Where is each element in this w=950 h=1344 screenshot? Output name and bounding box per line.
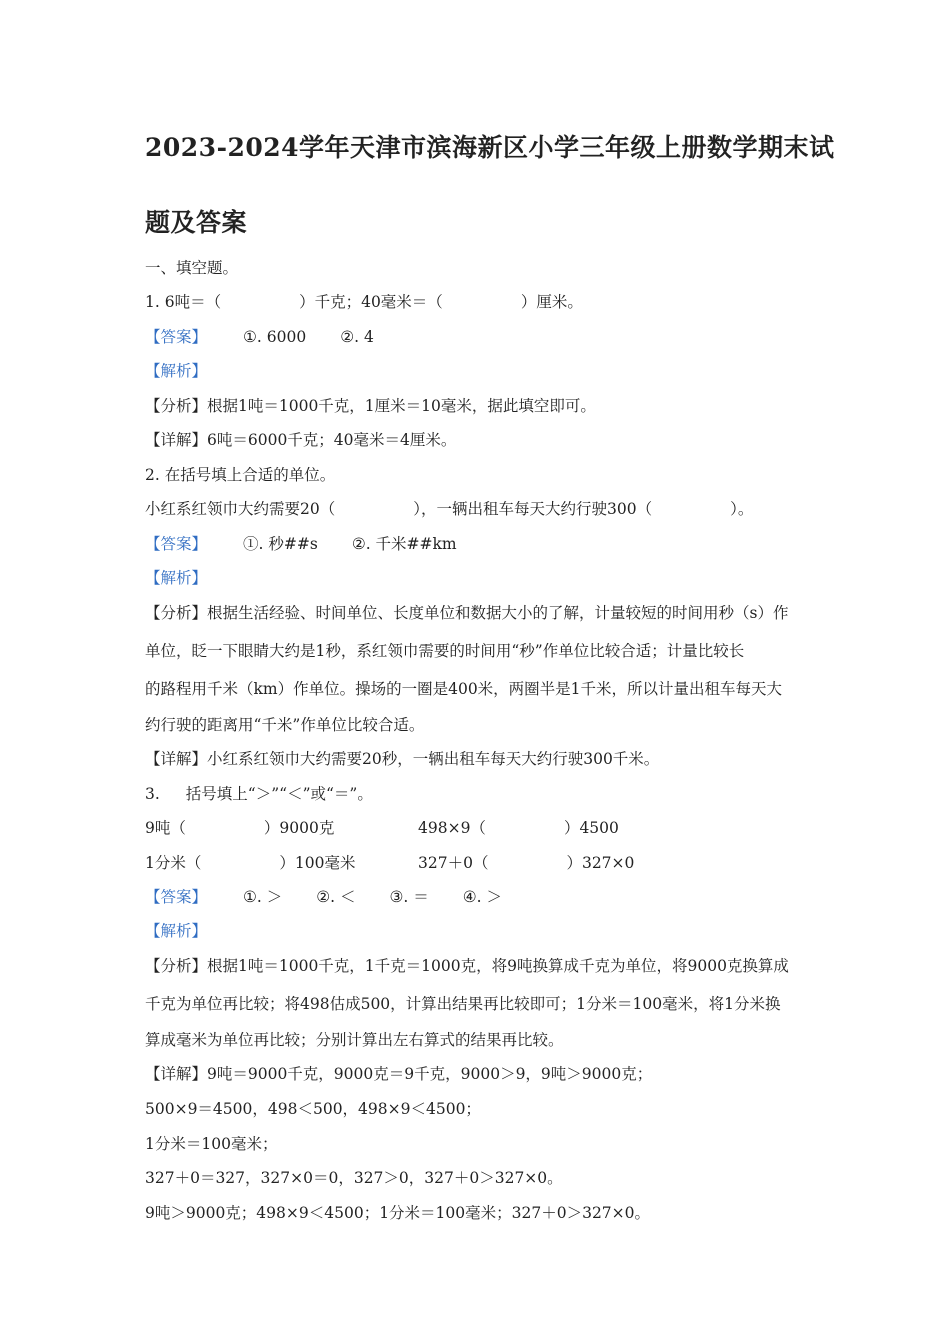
q3-r1b-left: 498×9（ [418,819,486,837]
q3-row1-left [145,818,334,838]
q2-analysis-label: 【解析】 [145,569,208,587]
q3-fenxi-line3: 算成毫米为单位再比较；分别计算出左右算式的结果再比较。 [145,1031,564,1049]
q2-answer [145,534,457,554]
q3-xiangjie-line3: 1分米＝100毫米； [145,1135,278,1153]
answer-label: 【答案】 [145,888,208,906]
q2-fenxi-line4: 约行驶的距离用“千米”作单位比较合适。 [145,716,425,734]
q3-xiangjie-line5: 9吨＞9000克；498×9＜4500；1分米＝100毫米；327＋0＞327×0。 [145,1204,651,1222]
q3-stem [145,784,373,804]
q1-fenxi: 【分析】根据1吨＝1000千克，1厘米＝10毫米，据此填空即可。 [145,397,596,415]
document-title-line2: 题及答案 [145,208,248,237]
q3-r1a-right: ）9000克 [263,819,335,837]
answer-label: 【答案】 [145,328,208,346]
q3-r2a-left: 1分米（ [145,854,202,872]
q3-r2b-right: ）327×0 [566,854,635,872]
q3-stem-text: 括号填上“＞”“＜”或“＝”。 [185,785,373,803]
q1-stem-part-b: ）千克；40毫米＝（ [299,293,443,311]
q3-r1b-right: ）4500 [563,819,619,837]
q3-fenxi-line1: 【分析】根据1吨＝1000千克，1千克＝1000克，将9吨换算成千克为单位，将9000克换算成 [145,957,789,975]
q1-stem [145,292,583,312]
q3-answer-4: ④. ＞ [462,888,503,906]
q2-sub [145,499,753,519]
q1-answer-1: ①. 6000 [243,328,307,346]
answer-label: 【答案】 [145,535,208,553]
q3-answer [145,887,502,907]
q1-answer [145,327,374,347]
q3-row1-right [418,818,619,838]
q1-stem-part-a: 1. 6吨＝（ [145,293,222,311]
q3-xiangjie-line2: 500×9＝4500，498＜500，498×9＜4500； [145,1100,481,1118]
q3-xiangjie-line1: 【详解】9吨＝9000千克，9000克＝9千克，9000＞9，9吨＞9000克； [145,1065,653,1083]
q1-stem-part-c: ）厘米。 [520,293,583,311]
q3-number: 3. [145,785,160,803]
q3-answer-2: ②. ＜ [316,888,356,906]
q3-fenxi-line2: 千克为单位再比较；将498估成500，计算出结果再比较即可；1分米＝100毫米，将1分米换 [145,995,781,1013]
q1-xiangjie: 【详解】6吨＝6000千克；40毫米＝4厘米。 [145,431,457,449]
section-heading: 一、填空题。 [145,259,239,277]
q2-sub-part-c: ）。 [730,500,754,518]
q3-r2b-left: 327＋0（ [418,854,489,872]
q2-fenxi-line2: 单位，眨一下眼睛大约是1秒，系红领巾需要的时间用“秒”作单位比较合适；计量比较长 [145,642,745,660]
q3-row2-right [418,853,634,873]
q2-sub-part-a: 小红系红领巾大约需要20（ [145,500,336,518]
q3-r2a-right: ）100毫米 [279,854,356,872]
q2-fenxi-line3: 的路程用千米（km）作单位。操场的一圈是400米，两圈半是1千米，所以计量出租车每天大 [145,680,783,698]
q3-analysis-label: 【解析】 [145,922,208,940]
q2-fenxi-line1: 【分析】根据生活经验、时间单位、长度单位和数据大小的了解，计量较短的时间用秒（s）作 [145,604,789,622]
q3-answer-3: ③. ＝ [389,888,429,906]
q2-answer-1: ①. 秒##s [243,535,318,553]
q2-xiangjie: 【详解】小红系红领巾大约需要20秒，一辆出租车每天大约行驶300千米。 [145,750,660,768]
document-title-line1: 2023-2024学年天津市滨海新区小学三年级上册数学期末试 [145,133,835,162]
q2-answer-2: ②. 千米##km [351,535,457,553]
q3-row2-left [145,853,355,873]
q1-answer-2: ②. 4 [340,328,374,346]
q2-sub-part-b: ），一辆出租车每天大约行驶300（ [413,500,653,518]
q3-xiangjie-line4: 327＋0＝327，327×0＝0，327＞0，327＋0＞327×0。 [145,1169,563,1187]
q3-answer-1: ①. ＞ [243,888,283,906]
q3-r1a-left: 9吨（ [145,819,186,837]
q2-stem: 2. 在括号填上合适的单位。 [145,466,336,484]
q1-analysis-label: 【解析】 [145,362,208,380]
